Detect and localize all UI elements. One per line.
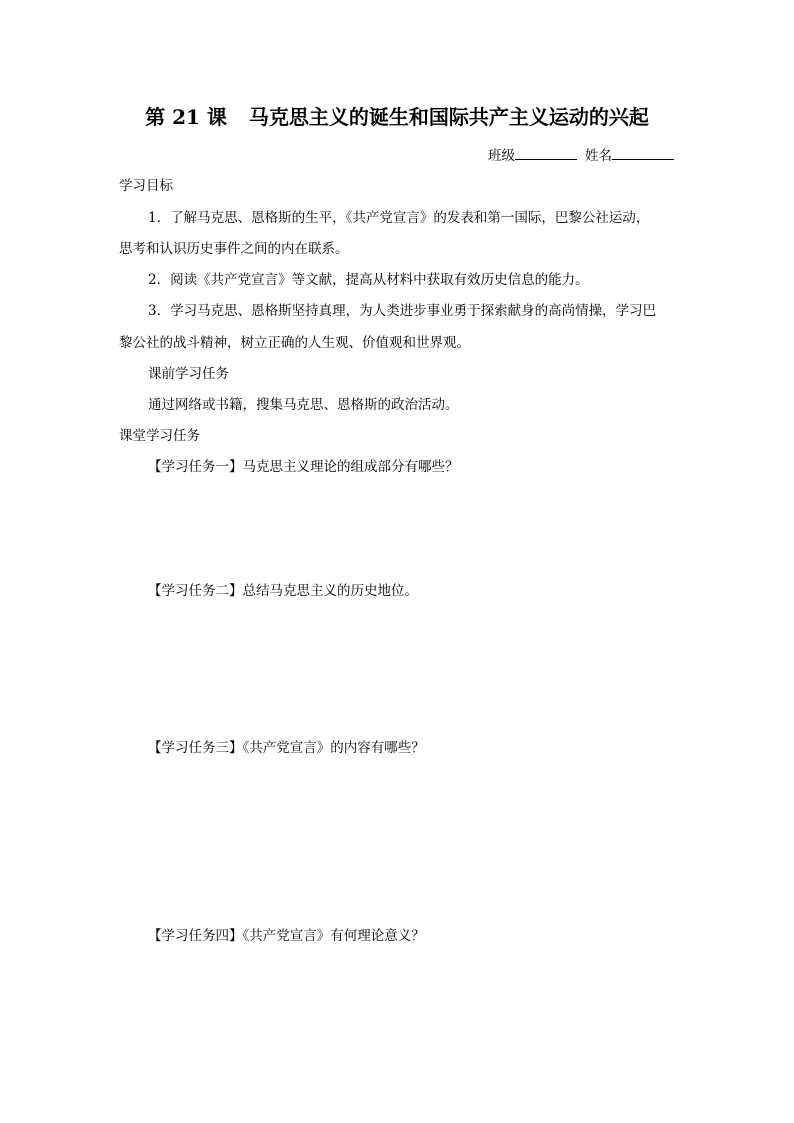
task-2: 【学习任务二】总结马克思主义的历史地位。 xyxy=(148,583,418,599)
objectives-heading: 学习目标 xyxy=(119,178,173,194)
task-3: 【学习任务三】《共产党宣言》的内容有哪些？ xyxy=(148,740,425,756)
task-1: 【学习任务一】马克思主义理论的组成部分有哪些？ xyxy=(148,459,459,475)
objective-1-line-2: 思考和认识历史事件之间的内在联系。 xyxy=(119,241,349,257)
lesson-topic: 马克思主义的诞生和国际共产主义运动的兴起 xyxy=(248,105,649,129)
task-4: 【学习任务四】《共产党宣言》有何理论意义？ xyxy=(148,928,425,944)
lesson-number: 第 21 课 xyxy=(145,105,227,129)
objective-1-line-1: 1．了解马克思、恩格斯的生平，《共产党宣言》的发表和第一国际，巴黎公社运动， xyxy=(148,210,650,226)
objective-3-line-1: 3．学习马克思、恩格斯坚持真理，为人类进步事业勇于探索献身的高尚情操，学习巴 xyxy=(148,303,657,319)
objective-2: 2．阅读《共产党宣言》等文献，提高从材料中获取有效历史信息的能力。 xyxy=(148,272,589,288)
student-info xyxy=(488,145,674,166)
page-title xyxy=(0,104,794,130)
pre-class-text: 通过网络或书籍，搜集马克思、恩格斯的政治活动。 xyxy=(148,397,459,413)
name-blank[interactable] xyxy=(612,145,674,160)
class-blank[interactable] xyxy=(515,145,577,160)
name-label: 姓名 xyxy=(585,148,612,164)
pre-class-heading: 课前学习任务 xyxy=(148,366,229,382)
objective-3-line-2: 黎公社的战斗精神，树立正确的人生观、价值观和世界观。 xyxy=(119,335,470,351)
in-class-heading: 课堂学习任务 xyxy=(119,428,200,444)
class-label: 班级 xyxy=(488,148,515,164)
